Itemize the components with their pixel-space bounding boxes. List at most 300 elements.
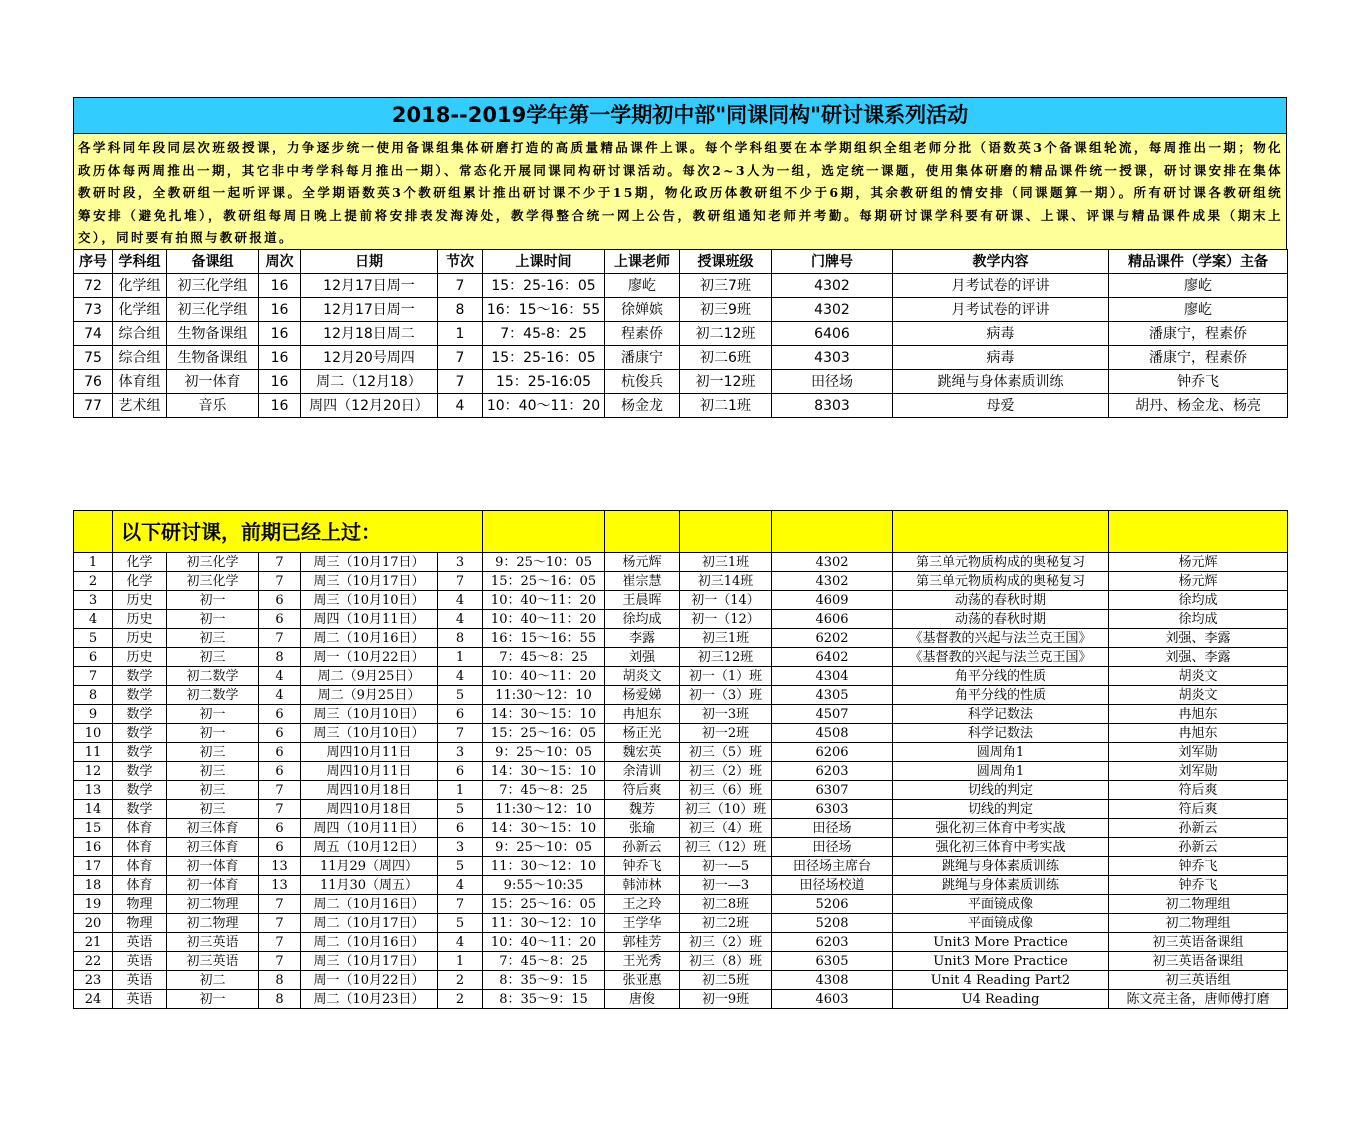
cell-room: 4308: [772, 971, 893, 990]
cell-class: 初一2班: [680, 724, 772, 743]
cell-week: 6: [259, 610, 301, 629]
cell-prep-group: 初一: [167, 591, 259, 610]
cell-teacher: 王光秀: [605, 952, 680, 971]
table-row: [74, 819, 1288, 838]
cell-seq: 76: [74, 370, 113, 394]
cell-date: 周二（9月25日）: [301, 667, 438, 686]
cell-date: 周一（10月22日）: [301, 648, 438, 667]
cell-courseware-lead: 刘军勋: [1109, 743, 1288, 762]
cell-date: 周三（10月10日）: [301, 705, 438, 724]
header-room: 门牌号: [772, 250, 893, 274]
cell-period: 4: [438, 876, 483, 895]
cell-class: 初三（2）班: [680, 933, 772, 952]
cell-prep-group: 初三: [167, 629, 259, 648]
cell-content: U4 Reading: [893, 990, 1109, 1009]
cell-seq: 1: [74, 553, 113, 572]
cell-room: 4305: [772, 686, 893, 705]
table-row: [74, 762, 1288, 781]
cell-date: 周二（10月16日）: [301, 895, 438, 914]
cell-room: 6303: [772, 800, 893, 819]
cell-period: 2: [438, 990, 483, 1009]
cell-prep-group: 初二物理: [167, 914, 259, 933]
cell-class-time: 15：25-16：05: [483, 346, 605, 370]
cell-teacher: 杨正光: [605, 724, 680, 743]
cell-date: 周三（10月17日）: [301, 572, 438, 591]
cell-seq: 74: [74, 322, 113, 346]
header-filler-cell: [483, 511, 605, 553]
past-heading-row: [74, 511, 1288, 553]
cell-prep-group: 初一: [167, 724, 259, 743]
cell-class: 初三12班: [680, 648, 772, 667]
cell-content: 角平分线的性质: [893, 686, 1109, 705]
cell-class-time: 15：25-16：05: [483, 274, 605, 298]
cell-teacher: 余清训: [605, 762, 680, 781]
cell-period: 7: [438, 724, 483, 743]
cell-teacher: 钟乔飞: [605, 857, 680, 876]
cell-prep-group: 初一: [167, 990, 259, 1009]
cell-week: 7: [259, 553, 301, 572]
cell-subject-group: 数学: [113, 800, 167, 819]
cell-content: Unit 4 Reading Part2: [893, 971, 1109, 990]
cell-courseware-lead: 潘康宁，程素侨: [1109, 346, 1288, 370]
cell-teacher: 符后爽: [605, 781, 680, 800]
cell-room: 4302: [772, 553, 893, 572]
cell-content: 第三单元物质构成的奥秘复习: [893, 572, 1109, 591]
cell-courseware-lead: 杨元辉: [1109, 572, 1288, 591]
cell-week: 7: [259, 895, 301, 914]
cell-seq: 5: [74, 629, 113, 648]
cell-prep-group: 初一: [167, 610, 259, 629]
cell-week: 4: [259, 667, 301, 686]
cell-date: 周二（10月23日）: [301, 990, 438, 1009]
cell-content: 跳绳与身体素质训练: [893, 370, 1109, 394]
cell-content: 月考试卷的评讲: [893, 298, 1109, 322]
cell-content: 跳绳与身体素质训练: [893, 857, 1109, 876]
cell-courseware-lead: 胡丹、杨金龙、杨亮: [1109, 394, 1288, 418]
cell-subject-group: 英语: [113, 952, 167, 971]
header-period: 节次: [438, 250, 483, 274]
cell-seq: 17: [74, 857, 113, 876]
cell-content: 《基督教的兴起与法兰克王国》: [893, 648, 1109, 667]
cell-date: 周四（10月11日）: [301, 610, 438, 629]
cell-period: 8: [438, 629, 483, 648]
cell-week: 6: [259, 762, 301, 781]
cell-week: 7: [259, 781, 301, 800]
cell-subject-group: 化学组: [113, 298, 167, 322]
table-row: [74, 572, 1288, 591]
cell-room: 4606: [772, 610, 893, 629]
cell-seq: 15: [74, 819, 113, 838]
cell-period: 5: [438, 800, 483, 819]
cell-period: 6: [438, 819, 483, 838]
cell-subject-group: 体育: [113, 819, 167, 838]
cell-class: 初三（12）班: [680, 838, 772, 857]
cell-prep-group: 初一体育: [167, 370, 259, 394]
cell-week: 16: [259, 394, 301, 418]
cell-date: 周三（10月17日）: [301, 553, 438, 572]
cell-courseware-lead: 刘强、李露: [1109, 648, 1288, 667]
cell-teacher: 杨金龙: [605, 394, 680, 418]
cell-seq: 13: [74, 781, 113, 800]
table-header: [74, 250, 1288, 274]
cell-subject-group: 物理: [113, 914, 167, 933]
cell-courseware-lead: 潘康宁，程素侨: [1109, 322, 1288, 346]
cell-week: 13: [259, 876, 301, 895]
cell-prep-group: 初三: [167, 781, 259, 800]
cell-content: 平面镜成像: [893, 895, 1109, 914]
cell-week: 6: [259, 591, 301, 610]
cell-room: 6206: [772, 743, 893, 762]
cell-week: 6: [259, 819, 301, 838]
table-row: [74, 648, 1288, 667]
cell-courseware-lead: 符后爽: [1109, 781, 1288, 800]
cell-teacher: 杨元辉: [605, 553, 680, 572]
cell-week: 16: [259, 346, 301, 370]
cell-week: 16: [259, 322, 301, 346]
cell-class-time: 15：25～16：05: [483, 572, 605, 591]
header-subject-group: 学科组: [113, 250, 167, 274]
cell-class: 初三（2）班: [680, 762, 772, 781]
cell-subject-group: 历史: [113, 610, 167, 629]
cell-content: 切线的判定: [893, 781, 1109, 800]
cell-teacher: 杭俊兵: [605, 370, 680, 394]
table-row: [74, 705, 1288, 724]
cell-class: 初二1班: [680, 394, 772, 418]
table-row: [74, 274, 1288, 298]
cell-content: 母爱: [893, 394, 1109, 418]
cell-seq: 8: [74, 686, 113, 705]
table-row: [74, 322, 1288, 346]
cell-date: 周二（10月16日）: [301, 933, 438, 952]
cell-prep-group: 初一体育: [167, 876, 259, 895]
cell-period: 5: [438, 914, 483, 933]
cell-seq: 7: [74, 667, 113, 686]
cell-period: 6: [438, 762, 483, 781]
cell-content: 病毒: [893, 322, 1109, 346]
cell-prep-group: 生物备课组: [167, 346, 259, 370]
cell-class: 初二6班: [680, 346, 772, 370]
cell-room: 田径场: [772, 819, 893, 838]
cell-room: 6307: [772, 781, 893, 800]
table-row: [74, 876, 1288, 895]
cell-period: 1: [438, 952, 483, 971]
cell-courseware-lead: 钟乔飞: [1109, 876, 1288, 895]
cell-class-time: 15：25～16：05: [483, 724, 605, 743]
cell-date: 周四10月18日: [301, 781, 438, 800]
cell-date: 周二（9月25日）: [301, 686, 438, 705]
cell-prep-group: 初二物理: [167, 895, 259, 914]
past-table-header: [74, 511, 1288, 553]
cell-class: 初一—5: [680, 857, 772, 876]
cell-week: 7: [259, 572, 301, 591]
header-prep-group: 备课组: [167, 250, 259, 274]
cell-date: 周四10月18日: [301, 800, 438, 819]
cell-class-time: 15：25～16：05: [483, 895, 605, 914]
table-row: [74, 800, 1288, 819]
cell-courseware-lead: 胡炎文: [1109, 667, 1288, 686]
table-row: [74, 686, 1288, 705]
cell-week: 7: [259, 933, 301, 952]
table-row: [74, 346, 1288, 370]
cell-period: 7: [438, 572, 483, 591]
cell-week: 6: [259, 838, 301, 857]
cell-subject-group: 数学: [113, 705, 167, 724]
header-filler-cell: [772, 511, 893, 553]
cell-content: 动荡的春秋时期: [893, 610, 1109, 629]
cell-date: 12月17日周一: [301, 298, 438, 322]
cell-period: 1: [438, 781, 483, 800]
cell-week: 7: [259, 914, 301, 933]
cell-class: 初一（3）班: [680, 686, 772, 705]
cell-room: 4302: [772, 572, 893, 591]
cell-class: 初三（5）班: [680, 743, 772, 762]
cell-class: 初一（12）: [680, 610, 772, 629]
cell-courseware-lead: 初三英语备课组: [1109, 933, 1288, 952]
cell-period: 1: [438, 648, 483, 667]
cell-prep-group: 初三: [167, 648, 259, 667]
cell-subject-group: 综合组: [113, 346, 167, 370]
cell-seq: 16: [74, 838, 113, 857]
cell-teacher: 廖屹: [605, 274, 680, 298]
cell-class-time: 15：25-16:05: [483, 370, 605, 394]
cell-period: 3: [438, 838, 483, 857]
cell-prep-group: 初三化学: [167, 572, 259, 591]
cell-room: 4603: [772, 990, 893, 1009]
cell-seq: 12: [74, 762, 113, 781]
cell-room: 田径场: [772, 370, 893, 394]
cell-content: Unit3 More Practice: [893, 952, 1109, 971]
cell-class-time: 11：30～12：10: [483, 914, 605, 933]
cell-prep-group: 音乐: [167, 394, 259, 418]
cell-period: 4: [438, 591, 483, 610]
table-row: [74, 298, 1288, 322]
header-date: 日期: [301, 250, 438, 274]
cell-seq: 73: [74, 298, 113, 322]
cell-teacher: 王晨晖: [605, 591, 680, 610]
cell-period: 8: [438, 298, 483, 322]
cell-room: 6202: [772, 629, 893, 648]
header-week: 周次: [259, 250, 301, 274]
table-row: [74, 394, 1288, 418]
cell-period: 3: [438, 553, 483, 572]
cell-room: 田径场主席台: [772, 857, 893, 876]
cell-class-time: 16：15～16：55: [483, 629, 605, 648]
cell-class: 初三14班: [680, 572, 772, 591]
cell-date: 12月20号周四: [301, 346, 438, 370]
cell-date: 11月29（周四）: [301, 857, 438, 876]
cell-prep-group: 初三化学: [167, 553, 259, 572]
cell-seq: 6: [74, 648, 113, 667]
cell-period: 1: [438, 322, 483, 346]
header-class-time: 上课时间: [483, 250, 605, 274]
cell-content: 病毒: [893, 346, 1109, 370]
cell-content: 动荡的春秋时期: [893, 591, 1109, 610]
cell-seq: 10: [74, 724, 113, 743]
cell-courseware-lead: 刘军勋: [1109, 762, 1288, 781]
cell-class: 初三（8）班: [680, 952, 772, 971]
table-row: [74, 553, 1288, 572]
cell-room: 4304: [772, 667, 893, 686]
table-row: [74, 895, 1288, 914]
cell-class-time: 10：40～11：20: [483, 667, 605, 686]
table-row: [74, 952, 1288, 971]
cell-prep-group: 初三体育: [167, 838, 259, 857]
cell-room: 6203: [772, 762, 893, 781]
cell-room: 8303: [772, 394, 893, 418]
cell-seq: 20: [74, 914, 113, 933]
cell-class: 初二2班: [680, 914, 772, 933]
cell-class: 初三9班: [680, 298, 772, 322]
cell-class: 初二8班: [680, 895, 772, 914]
cell-subject-group: 化学组: [113, 274, 167, 298]
header-filler-cell: [893, 511, 1109, 553]
cell-prep-group: 初三体育: [167, 819, 259, 838]
cell-teacher: 徐婵嫔: [605, 298, 680, 322]
header-seq: 序号: [74, 250, 113, 274]
cell-content: 角平分线的性质: [893, 667, 1109, 686]
cell-courseware-lead: 徐均成: [1109, 591, 1288, 610]
cell-teacher: 程素侨: [605, 322, 680, 346]
cell-room: 4302: [772, 298, 893, 322]
cell-subject-group: 英语: [113, 990, 167, 1009]
cell-period: 4: [438, 394, 483, 418]
cell-content: 科学记数法: [893, 705, 1109, 724]
cell-room: 5206: [772, 895, 893, 914]
cell-class-time: 7：45～8：25: [483, 781, 605, 800]
activity-description: 各学科同年段同层次班级授课，力争逐步统一使用备课组集体研磨打造的高质量精品课件上课。每个学科组要在本学期组织全组老师分批（语数英3个备课组轮流，每周推出一期；物化政历体每两周推出一期，其它非中考学科每月推出一期）、常态化开展同课同构研讨课活动。每次2~3人为一组，选定统一课题，使用集体研磨的精品课件统一授课，研讨课安排在集体教研时段，全教研组一起听评课。全学期语数英3个教研组累计推出研讨课不少于15期，物化政历体教研组不少于6期，其余教研组的情安排（同课题算一期）。所有研讨课各教研组统筹安排（避免扎堆），教研组每周日晚上提前将安排表发海涛处，教学得整合统一网上公告，教研组通知老师并考勤。每期研讨课学科要有研课、上课、评课与精品课件成果（期末上交），同时要有拍照与教研报道。: [73, 134, 1287, 249]
cell-courseware-lead: 孙新云: [1109, 819, 1288, 838]
cell-subject-group: 体育: [113, 838, 167, 857]
cell-prep-group: 初一体育: [167, 857, 259, 876]
cell-class-time: 9：25～10：05: [483, 553, 605, 572]
cell-courseware-lead: 符后爽: [1109, 800, 1288, 819]
cell-class-time: 10：40～11：20: [483, 394, 605, 418]
cell-period: 4: [438, 933, 483, 952]
cell-date: 周五（10月12日）: [301, 838, 438, 857]
cell-teacher: 王之玲: [605, 895, 680, 914]
table-row: [74, 990, 1288, 1009]
cell-teacher: 崔宗慧: [605, 572, 680, 591]
cell-class: 初一（1）班: [680, 667, 772, 686]
cell-subject-group: 化学: [113, 553, 167, 572]
current-schedule-table: [73, 249, 1288, 418]
cell-subject-group: 综合组: [113, 322, 167, 346]
cell-room: 田径场校道: [772, 876, 893, 895]
cell-courseware-lead: 冉旭东: [1109, 724, 1288, 743]
sheet-title: 2018--2019学年第一学期初中部"同课同构"研讨课系列活动: [73, 97, 1287, 134]
cell-prep-group: 初三化学组: [167, 298, 259, 322]
cell-courseware-lead: 陈文亮主备，唐师傅打磨: [1109, 990, 1288, 1009]
cell-period: 7: [438, 346, 483, 370]
cell-class-time: 14：30～15：10: [483, 705, 605, 724]
cell-class: 初一12班: [680, 370, 772, 394]
cell-prep-group: 初二数学: [167, 686, 259, 705]
cell-prep-group: 初三英语: [167, 933, 259, 952]
cell-teacher: 潘康宁: [605, 346, 680, 370]
cell-content: 强化初三体育中考实战: [893, 819, 1109, 838]
cell-period: 2: [438, 971, 483, 990]
cell-date: 12月18日周二: [301, 322, 438, 346]
cell-week: 16: [259, 298, 301, 322]
cell-room: 6203: [772, 933, 893, 952]
cell-seq: 4: [74, 610, 113, 629]
cell-subject-group: 体育: [113, 876, 167, 895]
cell-subject-group: 物理: [113, 895, 167, 914]
cell-period: 7: [438, 274, 483, 298]
cell-class-time: 7：45-8：25: [483, 322, 605, 346]
past-table-body: [74, 553, 1288, 1009]
header-content: 教学内容: [893, 250, 1109, 274]
cell-date: 周二（12月18）: [301, 370, 438, 394]
cell-teacher: 冉旭东: [605, 705, 680, 724]
cell-courseware-lead: 廖屹: [1109, 298, 1288, 322]
table-row: [74, 857, 1288, 876]
table-row: [74, 838, 1288, 857]
cell-subject-group: 数学: [113, 781, 167, 800]
cell-class-time: 10：40～11：20: [483, 610, 605, 629]
schedule-sheet: [73, 97, 1287, 418]
cell-date: 周二（10月16日）: [301, 629, 438, 648]
table-body: [74, 274, 1288, 418]
header-class: 授课班级: [680, 250, 772, 274]
cell-content: 科学记数法: [893, 724, 1109, 743]
cell-seq: 75: [74, 346, 113, 370]
cell-week: 16: [259, 274, 301, 298]
header-filler-cell: [680, 511, 772, 553]
cell-teacher: 韩沛林: [605, 876, 680, 895]
header-filler-cell: [1109, 511, 1288, 553]
cell-week: 6: [259, 743, 301, 762]
header-courseware-lead: 精品课件（学案）主备: [1109, 250, 1288, 274]
cell-class: 初三（4）班: [680, 819, 772, 838]
cell-week: 8: [259, 971, 301, 990]
cell-class-time: 9：25～10：05: [483, 838, 605, 857]
cell-content: 圆周角1: [893, 762, 1109, 781]
table-row: [74, 610, 1288, 629]
cell-class-time: 9:55～10:35: [483, 876, 605, 895]
cell-subject-group: 历史: [113, 648, 167, 667]
table-row: [74, 370, 1288, 394]
cell-class: 初一3班: [680, 705, 772, 724]
cell-room: 5208: [772, 914, 893, 933]
cell-content: 切线的判定: [893, 800, 1109, 819]
cell-week: 13: [259, 857, 301, 876]
cell-period: 7: [438, 370, 483, 394]
cell-date: 周四（12月20日）: [301, 394, 438, 418]
cell-subject-group: 历史: [113, 629, 167, 648]
cell-teacher: 魏芳: [605, 800, 680, 819]
cell-teacher: 郭桂芳: [605, 933, 680, 952]
cell-class-time: 7：45～8：25: [483, 648, 605, 667]
cell-prep-group: 初二数学: [167, 667, 259, 686]
cell-teacher: 刘强: [605, 648, 680, 667]
cell-content: 强化初三体育中考实战: [893, 838, 1109, 857]
cell-prep-group: 初三: [167, 762, 259, 781]
cell-week: 8: [259, 990, 301, 1009]
table-row: [74, 743, 1288, 762]
cell-class-time: 8：35～9：15: [483, 971, 605, 990]
cell-period: 5: [438, 686, 483, 705]
header-row: [74, 250, 1288, 274]
cell-seq: 9: [74, 705, 113, 724]
cell-week: 8: [259, 648, 301, 667]
cell-room: 4302: [772, 274, 893, 298]
table-row: [74, 591, 1288, 610]
cell-date: 周三（10月17日）: [301, 952, 438, 971]
cell-subject-group: 英语: [113, 971, 167, 990]
cell-subject-group: 艺术组: [113, 394, 167, 418]
header-teacher: 上课老师: [605, 250, 680, 274]
